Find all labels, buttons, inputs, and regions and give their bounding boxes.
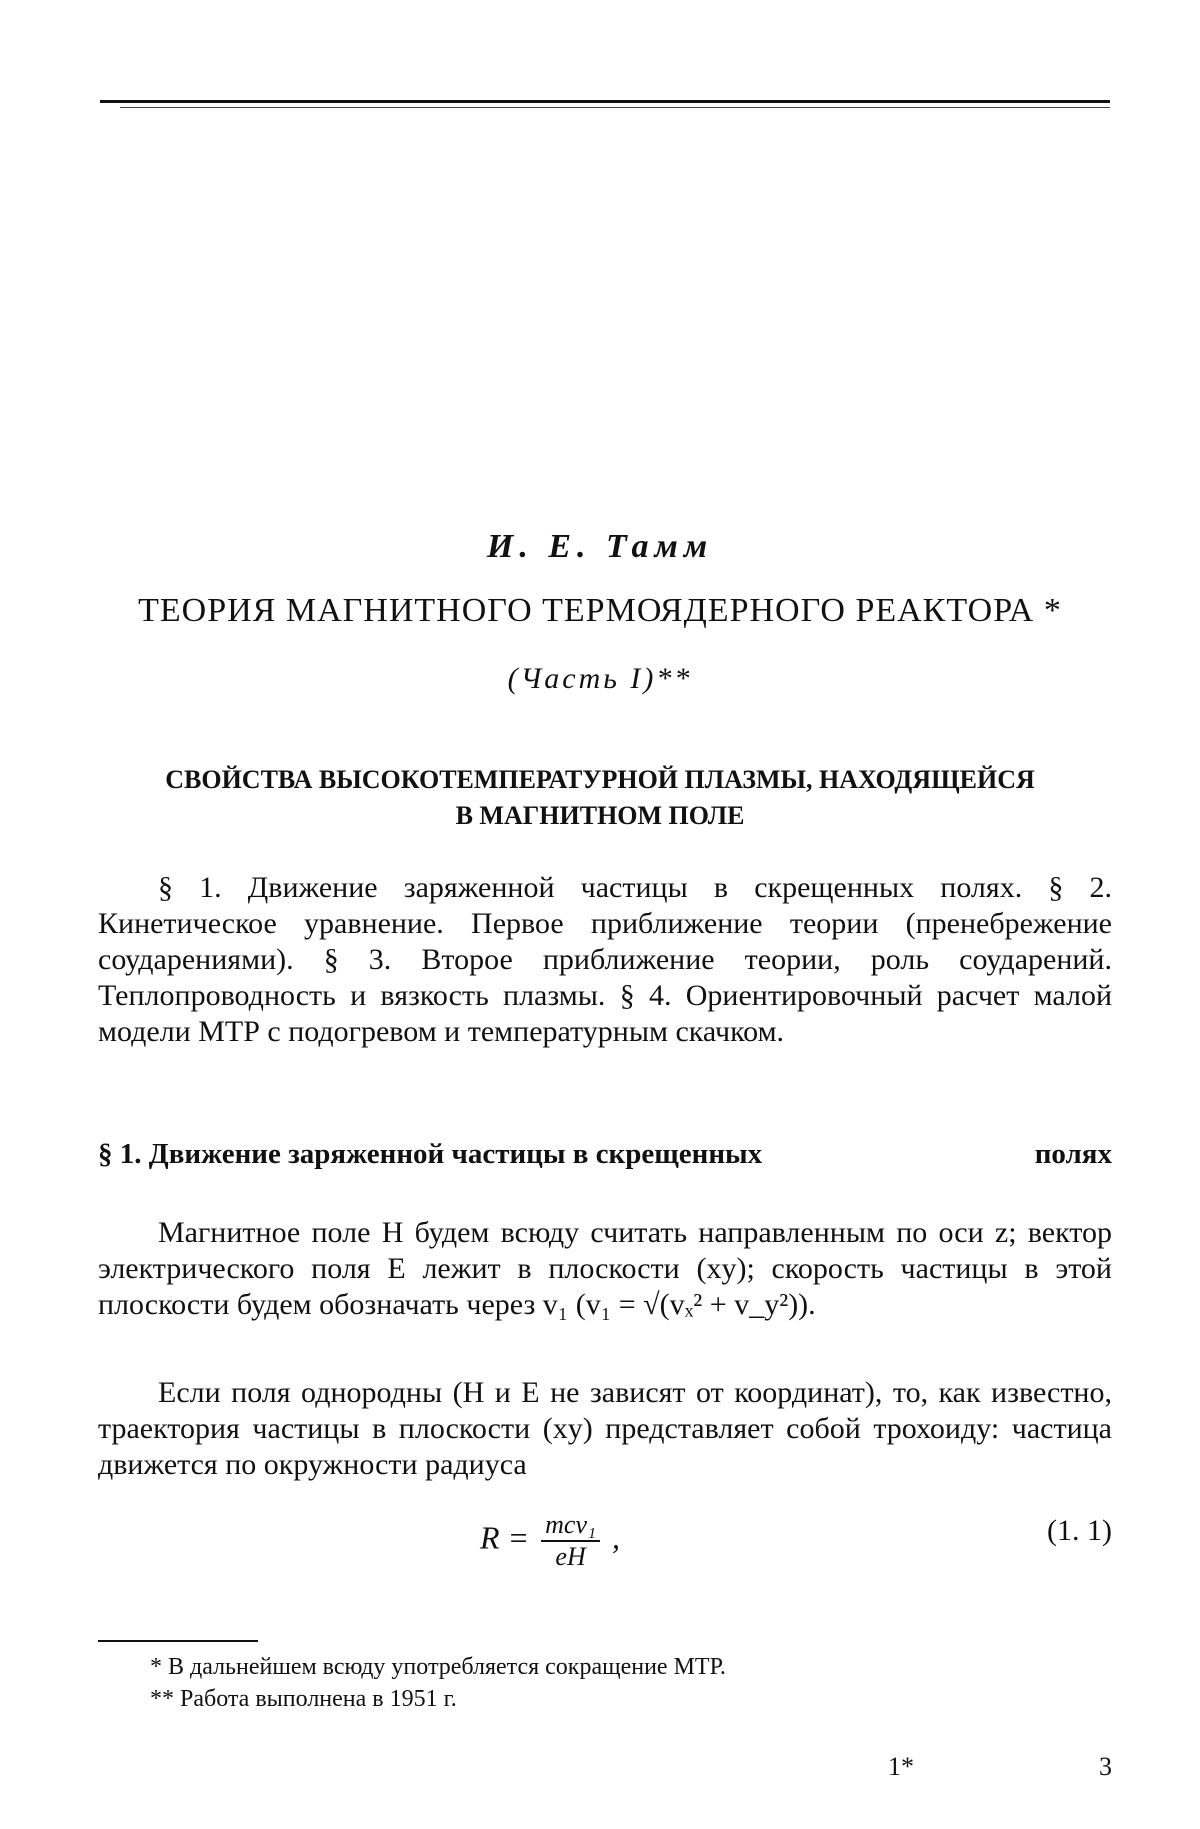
formula-1-1 [480,1510,620,1572]
author: И. Е. Тамм [486,528,714,565]
top-rule [100,100,1110,103]
formula-numerator: mcv₁ [541,1510,600,1542]
formula-denominator: eH [555,1542,586,1571]
formula-lhs: R = [480,1519,530,1556]
footnote-2: ** Работа выполнена в 1951 г. [150,1686,457,1712]
signature-mark: 1* [888,1752,914,1781]
contents-paragraph: § 1. Движение заряженной частицы в скрещенных полях. § 2. Кинетическое уравнение. Первое приближение теории (пренебрежение соударениями). § 3. Второе приближение теории, роль соударений. Теплопроводность и вязкость плазмы. § 4. Ориентировочный расчет малой модели МТР с подогревом и температурным скачком. [98,871,1112,1048]
body-paragraph-2: Если поля однородны (H и E не зависят от координат), то, как известно, траектория частицы в плоскости (xy) представляет собой трохоиду: частица движется по окружности радиуса [98,1376,1112,1481]
subtitle-line-2: В МАГНИТНОМ ПОЛЕ [455,801,745,830]
formula-tail: , [612,1519,621,1556]
body-paragraph-1: Магнитное поле H будем всюду считать направленным по оси z; вектор электрического поля E лежит в плоскости (xy); скорость частицы в этой плоскости будем обозначать через v₁ (v₁ = √(vₓ² + v_y²)). [98,1216,1112,1321]
top-rule-thin [120,107,1110,108]
chapter-subtitle [90,762,1110,834]
subtitle-line-1: СВОЙСТВА ВЫСОКОТЕМПЕРАТУРНОЙ ПЛАЗМЫ, НАХОДЯЩЕЙСЯ [165,765,1035,794]
footnote-rule [98,1640,258,1642]
equation-number: (1. 1) [1047,1514,1112,1547]
section-heading [98,1136,1112,1172]
section-heading-left: § 1. Движение заряженной частицы в скрещенных [98,1138,763,1170]
page-number: 3 [1099,1752,1112,1781]
footnote-1: * В дальнейшем всюду употребляется сокращение МТР. [150,1654,726,1680]
section-heading-right: полях [1034,1138,1112,1170]
part-label: (Часть I)** [507,662,693,695]
paper-title: ТЕОРИЯ МАГНИТНОГО ТЕРМОЯДЕРНОГО РЕАКТОРА * [138,592,1062,629]
formula-fraction [541,1510,600,1572]
